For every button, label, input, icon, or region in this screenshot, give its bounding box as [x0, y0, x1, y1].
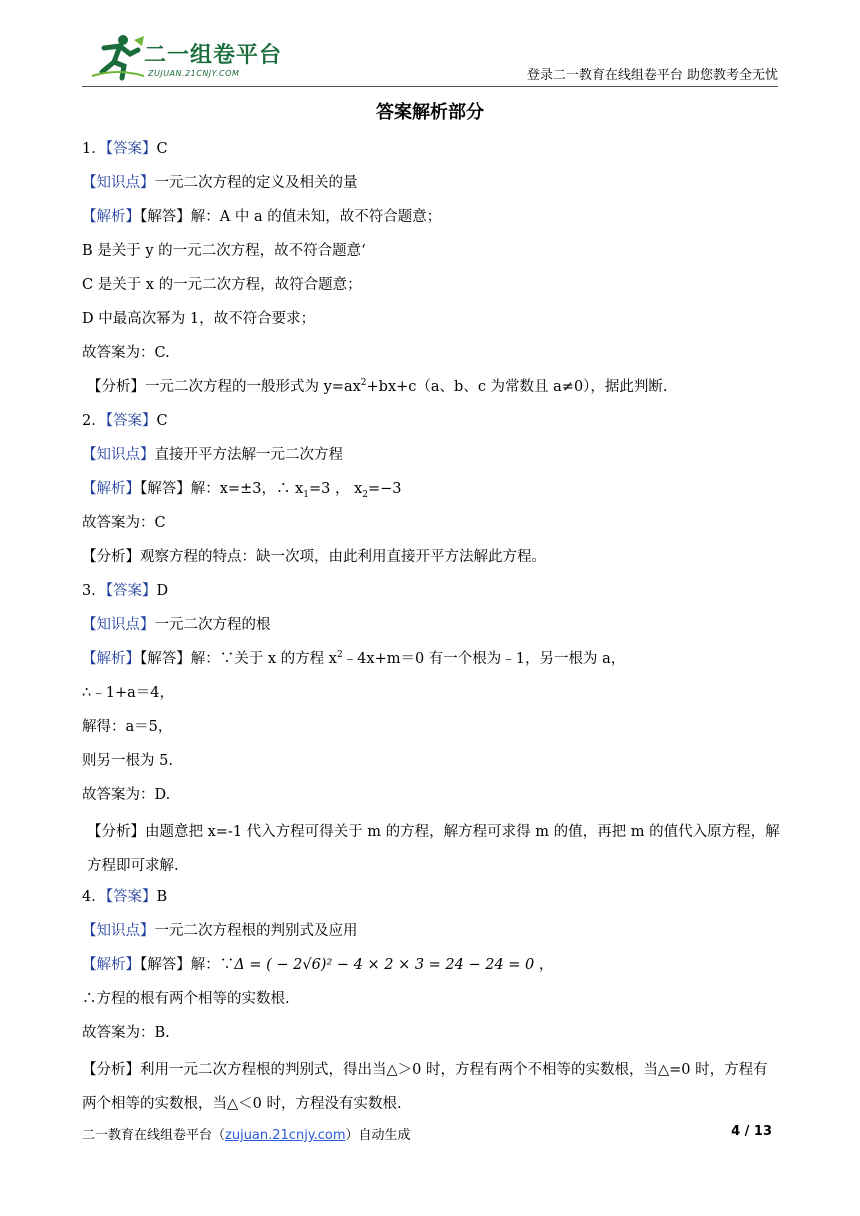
q3-knowledge-line: [82, 611, 782, 645]
q2-number: 2．: [82, 413, 106, 429]
knowledge-tag: 【知识点】: [82, 923, 155, 939]
comment-tag: 【分析】: [82, 549, 140, 565]
q3-comment: 由题意把 x=-1 代入方程可得关于 m 的方程，解方程可求得 m 的值，再把 m 的值代入原方程，解方程即可求解.: [87, 824, 780, 874]
comment-tag: 【分析】: [82, 1062, 140, 1078]
q3-answer-line: [82, 577, 782, 611]
solve-tag: 【解答】: [140, 209, 191, 225]
q4-number: 4．: [82, 889, 106, 905]
q3-solution-line1: [82, 645, 782, 679]
q1-comment-post: +bx+c（a、b、c 为常数且 a≠0），据此判断.: [366, 379, 668, 395]
q2-line1-sub2: 2: [362, 489, 368, 500]
footer-source: [82, 1124, 411, 1143]
q4-comment-line: [82, 1053, 782, 1121]
q3-number: 3．: [82, 583, 106, 599]
q2-comment: 观察方程的特点：缺一次项，由此利用直接开平方法解此方程。: [140, 549, 546, 565]
knowledge-tag: 【知识点】: [82, 447, 155, 463]
q4-answer: B: [156, 889, 168, 905]
analysis-tag: 【解析】: [82, 481, 140, 497]
footer-pre: 二一教育在线组卷平台（: [82, 1128, 226, 1143]
q4-discriminant-formula: Δ = ( − 2√6)² − 4 × 2 × 3 = 24 − 24 = 0: [234, 957, 535, 973]
analysis-tag: 【解析】: [82, 957, 140, 973]
q1-answer: C: [156, 141, 168, 157]
runner-logo-icon: [90, 32, 146, 82]
q3-solution-line2: ∴﹣1+a＝4，: [82, 685, 174, 701]
page-header: [0, 0, 860, 90]
q2-answer: C: [156, 413, 168, 429]
answer-tag: 【答案】: [105, 583, 157, 599]
q2-line1-sub1: 1: [303, 489, 309, 500]
logo: [90, 32, 283, 82]
answer-tag: 【答案】: [105, 141, 157, 157]
solve-tag: 【解答】: [140, 957, 191, 973]
q3-line1-sup: 2: [336, 650, 343, 661]
q2-answer-line: [82, 407, 782, 441]
q4-solution-line1: [82, 951, 782, 985]
q1-knowledge: 一元二次方程的定义及相关的量: [154, 175, 358, 191]
analysis-tag: 【解析】: [82, 209, 140, 225]
q4-solution-line2: ∴方程的根有两个相等的实数根.: [82, 991, 290, 1007]
q1-solution-line3: C 是关于 x 的一元二次方程，故符合题意；: [82, 277, 362, 293]
q4-line1-b: ，: [534, 957, 554, 973]
footer-post: ）自动生成: [345, 1128, 411, 1143]
q1-conclusion: 故答案为：C.: [82, 345, 170, 361]
q3-answer: D: [156, 583, 169, 599]
knowledge-tag: 【知识点】: [82, 175, 155, 191]
q4-line1-a: 解：∵: [190, 957, 235, 973]
q2-line1-b: =3 ， x: [308, 481, 363, 497]
page-title: 答案解析部分: [376, 102, 484, 123]
q1-solution-line4: D 中最高次幂为 1，故不符合要求；: [82, 311, 316, 327]
q1-comment-pre: 一元二次方程的一般形式为 y=ax: [145, 379, 361, 395]
q1-solution-line2: B 是关于 y 的一元二次方程，故不符合题意‘: [82, 243, 366, 259]
q3-comment-line: [82, 815, 782, 883]
q2-comment-line: [82, 543, 782, 577]
comment-tag: 【分析】: [87, 379, 145, 395]
q2-line1-a: 解：x=±3，∴ x: [190, 481, 304, 497]
q4-knowledge-line: [82, 917, 782, 951]
q1-number: 1．: [82, 141, 106, 157]
q2-line1-c: =−3: [368, 481, 402, 497]
q4-conclusion: 故答案为：B.: [82, 1025, 170, 1041]
q3-line1-a: 解：∵关于 x 的方程 x: [190, 651, 337, 667]
solve-tag: 【解答】: [140, 651, 191, 667]
q1-comment-sup: 2: [360, 378, 367, 389]
logo-text: 二一组卷平台: [144, 43, 283, 68]
knowledge-tag: 【知识点】: [82, 617, 155, 633]
comment-tag: 【分析】: [87, 824, 145, 840]
header-divider: [82, 86, 778, 87]
analysis-tag: 【解析】: [82, 651, 140, 667]
q1-comment-line: [82, 373, 782, 407]
q1-solution-line1: [82, 203, 782, 237]
header-slogan: 登录二一教育在线组卷平台 助您教考全无忧: [526, 68, 778, 83]
q2-knowledge-line: [82, 441, 782, 475]
q1-knowledge-line: [82, 169, 782, 203]
footer-link[interactable]: zujuan.21cnjy.com: [225, 1128, 346, 1143]
q2-solution-line1: [82, 475, 782, 509]
q4-answer-line: [82, 883, 782, 917]
q1-answer-line: [82, 135, 782, 169]
q3-line1-b: ﹣4x+m＝0 有一个根为﹣1，另一根为 a，: [342, 651, 626, 667]
solve-tag: 【解答】: [140, 481, 191, 497]
q2-knowledge: 直接开平方法解一元二次方程: [154, 447, 343, 463]
answer-tag: 【答案】: [105, 889, 157, 905]
answer-content: [82, 135, 782, 1121]
q1-line1: 解：A 中 a 的值未知，故不符合题意；: [190, 209, 442, 225]
q2-conclusion: 故答案为：C: [82, 515, 166, 531]
q4-comment: 利用一元二次方程根的判别式，得出当△＞0 时，方程有两个不相等的实数根，当△=0 时，方程有两个相等的实数根，当△＜0 时，方程没有实数根.: [82, 1062, 768, 1112]
q4-knowledge: 一元二次方程根的判别式及应用: [154, 923, 358, 939]
answer-tag: 【答案】: [105, 413, 157, 429]
q3-knowledge: 一元二次方程的根: [154, 617, 271, 633]
logo-subtext: ZUJUAN.21CNJY.COM: [148, 69, 240, 78]
page-number: 4 / 13: [731, 1124, 772, 1139]
q3-conclusion: 故答案为：D.: [82, 787, 171, 803]
q3-solution-line4: 则另一根为 5.: [82, 753, 173, 769]
q3-solution-line3: 解得：a＝5，: [82, 719, 173, 735]
